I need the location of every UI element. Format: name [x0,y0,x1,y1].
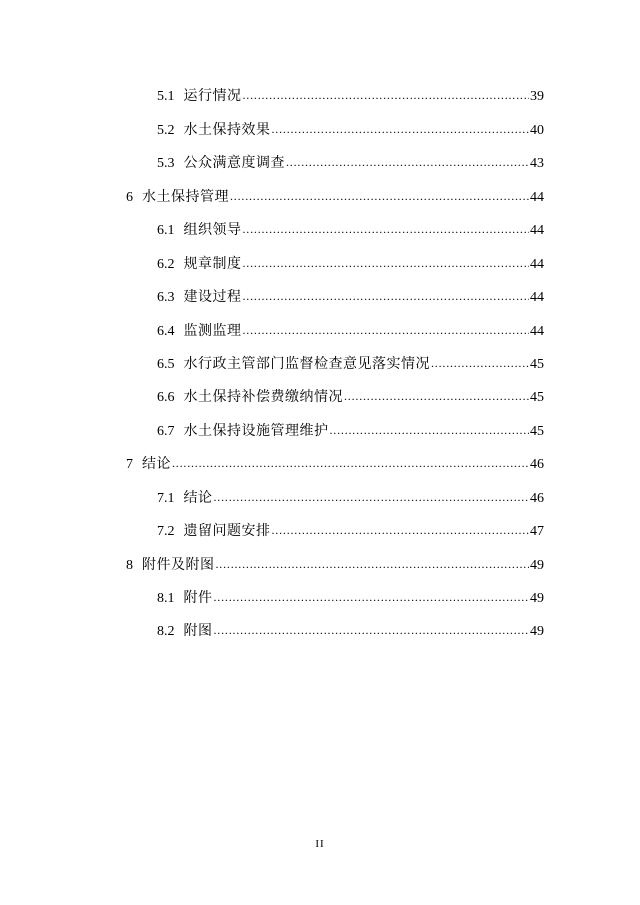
dot-leader [330,419,530,441]
dot-leader [272,118,530,140]
toc-entry-number: 6.6 [157,390,175,405]
dot-leader [243,218,530,240]
toc-entry-page: 44 [530,324,544,339]
toc-entry-number: 7 [126,457,133,472]
toc-entry-5-1[interactable] [157,85,544,107]
toc-entry-7[interactable] [126,453,544,475]
toc-entry-7-1[interactable] [157,487,544,509]
toc-entry-5-3[interactable] [157,152,544,174]
toc-entry-6-2[interactable] [157,253,544,275]
toc-entry-title: 组织领导 [183,222,242,238]
toc-entry-8[interactable] [126,554,544,576]
toc-entry-title: 水土保持效果 [183,122,271,138]
toc-entry-number: 6 [126,190,133,205]
toc-entry-page: 45 [530,424,544,439]
toc-entry-title: 规章制度 [183,256,242,272]
toc-entry-title: 监测监理 [183,323,242,339]
toc-entry-title: 水土保持补偿费缴纳情况 [183,389,343,405]
toc-entry-5-2[interactable] [157,119,544,141]
toc-entry-number: 6.4 [157,324,175,339]
toc-entry-title: 水土保持设施管理维护 [183,423,329,439]
toc-entry-number: 5.2 [157,123,175,138]
toc-entry-page: 49 [530,624,544,639]
toc-entry-title: 水土保持管理 [142,189,229,205]
dot-leader [243,319,530,341]
toc-entry-page: 46 [530,457,544,472]
toc-entry-title: 附图 [183,623,213,639]
toc-entry-title: 水行政主管部门监督检查意见落实情况 [183,356,430,372]
toc-entry-8-2[interactable] [157,620,544,642]
toc-entry-number: 6.3 [157,290,175,305]
toc-entry-page: 43 [530,156,544,171]
dot-leader [230,185,529,207]
toc-entry-number: 5.3 [157,156,175,171]
toc-entry-title: 附件及附图 [142,557,215,573]
toc-entry-number: 6.1 [157,223,175,238]
dot-leader [243,252,530,274]
toc-entry-title: 结论 [183,490,213,506]
toc-entry-page: 49 [530,591,544,606]
dot-leader [431,352,529,374]
toc-entry-number: 7.1 [157,491,175,506]
toc-entry-page: 45 [530,357,544,372]
dot-leader [243,285,530,307]
toc-entry-page: 46 [530,491,544,506]
toc-entry-title: 遗留问题安排 [183,523,271,539]
toc-entry-page: 44 [530,223,544,238]
toc-entry-6-3[interactable] [157,286,544,308]
toc-entry-6[interactable] [126,186,544,208]
toc-entry-number: 8 [126,558,133,573]
toc-entry-number: 8.1 [157,591,175,606]
toc-entry-7-2[interactable] [157,520,544,542]
toc-entry-page: 40 [530,123,544,138]
toc-entry-number: 6.7 [157,424,175,439]
toc-entry-6-7[interactable] [157,420,544,442]
toc-entry-title: 公众满意度调查 [183,155,285,171]
toc-entry-title: 结论 [142,456,171,472]
toc-entry-6-4[interactable] [157,320,544,342]
dot-leader [214,619,530,641]
toc-entry-number: 6.5 [157,357,175,372]
dot-leader [272,519,530,541]
toc-entry-page: 44 [530,290,544,305]
toc-entry-title: 运行情况 [183,88,242,104]
toc-entry-page: 45 [530,390,544,405]
toc-entry-number: 8.2 [157,624,175,639]
toc-entry-page: 44 [530,257,544,272]
toc-entry-number: 5.1 [157,89,175,104]
dot-leader [216,553,530,575]
toc-entry-6-1[interactable] [157,219,544,241]
dot-leader [214,586,530,608]
toc-entry-title: 附件 [183,590,213,606]
toc-entry-page: 39 [530,89,544,104]
dot-leader [243,84,530,106]
dot-leader [214,486,530,508]
toc-entry-title: 建设过程 [183,289,242,305]
toc-entry-number: 6.2 [157,257,175,272]
toc-entry-page: 44 [530,190,544,205]
toc-entry-number: 7.2 [157,524,175,539]
dot-leader [344,385,529,407]
page-number-footer: II [315,838,325,850]
dot-leader [172,452,529,474]
toc-entry-6-6[interactable] [157,386,544,408]
toc-entry-page: 47 [530,524,544,539]
toc-entry-6-5[interactable] [157,353,544,375]
toc-entry-8-1[interactable] [157,587,544,609]
dot-leader [286,151,529,173]
toc-entry-page: 49 [530,558,544,573]
